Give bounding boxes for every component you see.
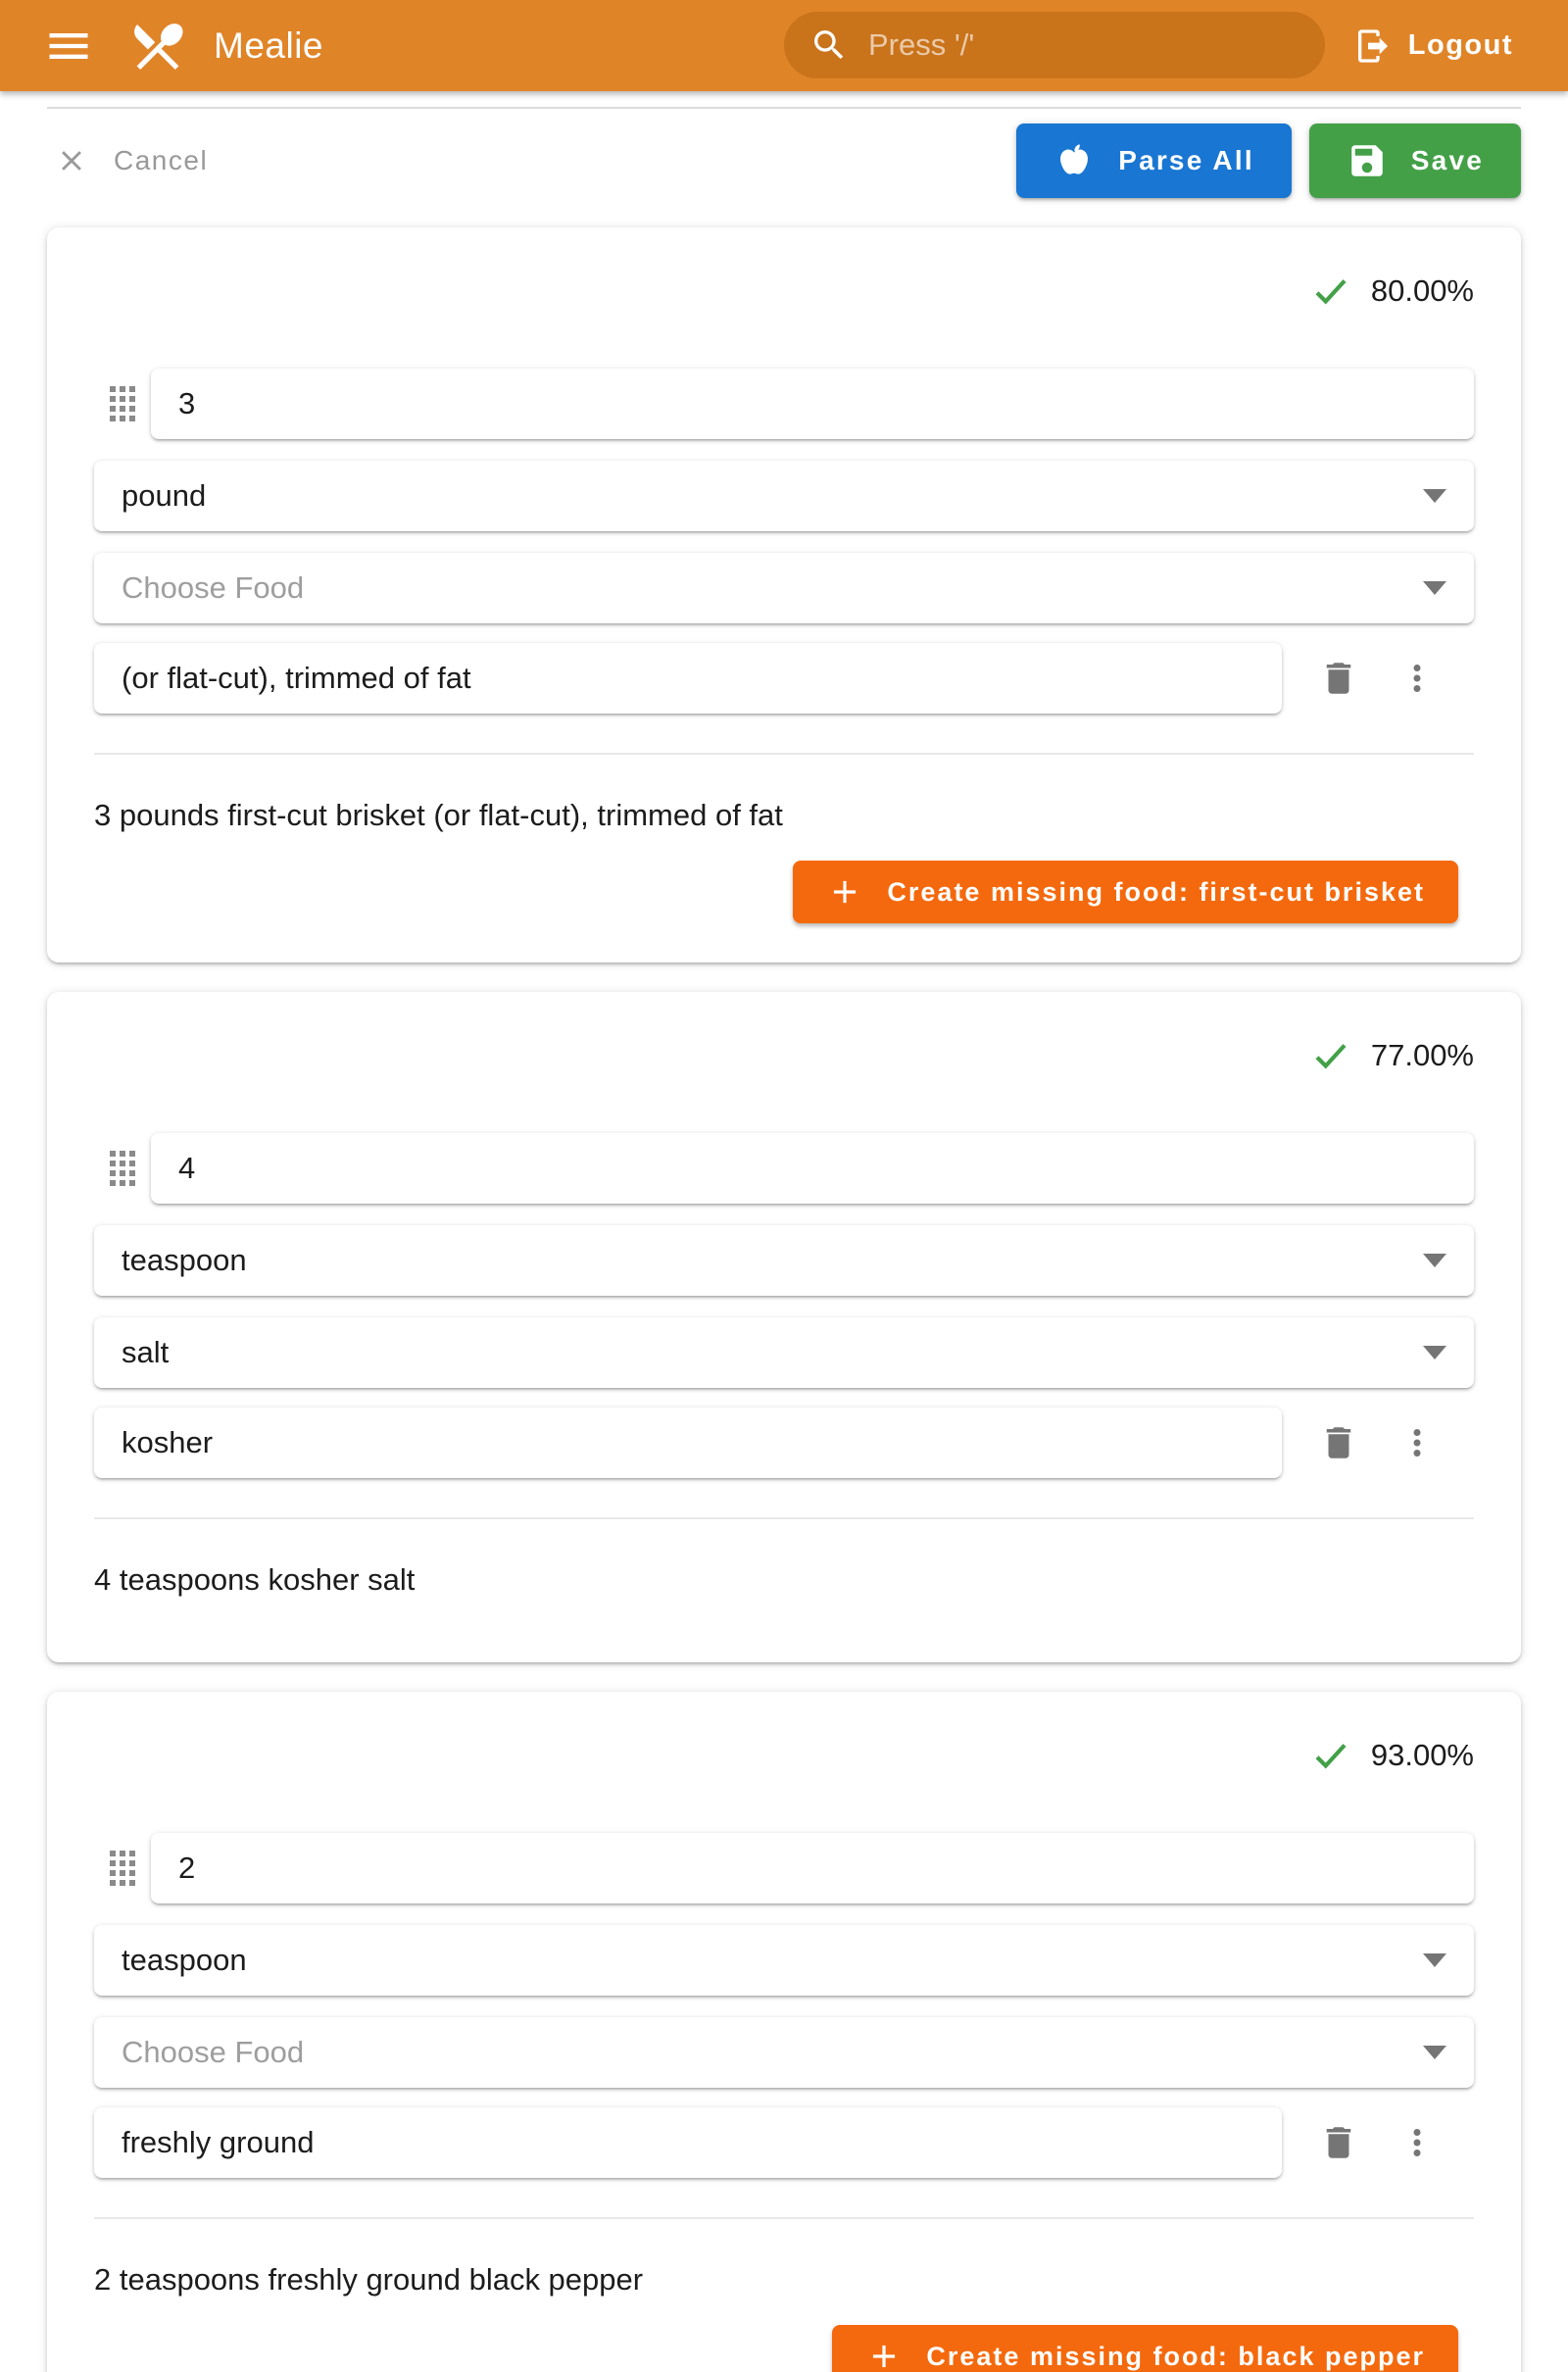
save-label: Save	[1410, 145, 1484, 175]
check-icon	[1310, 271, 1351, 312]
search-icon	[809, 25, 849, 65]
app-title: Mealie	[214, 25, 323, 66]
logout-icon	[1353, 26, 1393, 66]
create-missing-food-label: Create missing food: black pepper	[926, 2341, 1425, 2371]
note-actions	[1282, 658, 1474, 699]
quantity-value: 2	[178, 1851, 196, 1885]
check-icon	[1310, 1735, 1351, 1776]
unit-select[interactable]	[94, 461, 1474, 531]
kebab-menu-icon	[1396, 2122, 1438, 2163]
more-options-button[interactable]	[1396, 1422, 1438, 1463]
silverware-icon	[127, 16, 188, 76]
create-missing-food-row	[94, 2325, 1474, 2372]
unit-value: teaspoon	[122, 1243, 247, 1277]
more-options-button[interactable]	[1396, 658, 1438, 699]
menu-button[interactable]	[43, 21, 94, 72]
food-placeholder: Choose Food	[122, 570, 305, 605]
unit-select[interactable]	[94, 1225, 1474, 1296]
ingredient-card	[47, 1692, 1521, 2372]
note-row	[94, 643, 1474, 714]
delete-button[interactable]	[1318, 658, 1359, 699]
kebab-menu-icon	[1396, 1422, 1438, 1463]
create-missing-food-row	[94, 861, 1474, 923]
original-ingredient-text: 3 pounds first-cut brisket (or flat-cut), trimmed of fat	[94, 798, 783, 832]
drag-dots-icon	[110, 1851, 135, 1886]
original-ingredient-text: 4 teaspoons kosher salt	[94, 1562, 416, 1597]
food-select[interactable]	[94, 2017, 1474, 2088]
plus-icon	[826, 873, 863, 911]
delete-button[interactable]	[1318, 1422, 1359, 1463]
ingredient-card	[47, 227, 1521, 963]
food-value: salt	[122, 1335, 170, 1369]
chevron-down-icon	[1423, 2046, 1446, 2059]
confidence-value: 77.00%	[1370, 1038, 1474, 1072]
chevron-down-icon	[1423, 1254, 1446, 1267]
cancel-label: Cancel	[114, 145, 209, 175]
card-divider	[94, 2217, 1474, 2219]
action-toolbar	[47, 124, 1521, 198]
main-content	[0, 107, 1568, 2372]
app-bar	[0, 0, 1568, 91]
quantity-input[interactable]	[151, 1133, 1474, 1204]
quantity-value: 3	[178, 386, 196, 420]
note-actions	[1282, 1422, 1474, 1463]
drag-handle[interactable]	[94, 1851, 151, 1886]
confidence-row	[94, 1733, 1474, 1778]
trash-icon	[1318, 658, 1359, 699]
note-input[interactable]	[94, 643, 1282, 714]
logout-label: Logout	[1407, 29, 1513, 61]
note-row	[94, 1408, 1474, 1478]
drag-handle[interactable]	[94, 1151, 151, 1186]
parse-all-label: Parse All	[1118, 145, 1254, 175]
trash-icon	[1318, 2122, 1359, 2163]
check-icon	[1310, 1035, 1351, 1076]
save-button[interactable]	[1309, 124, 1521, 198]
note-input[interactable]	[94, 2107, 1282, 2178]
chevron-down-icon	[1423, 489, 1446, 503]
food-select[interactable]	[94, 553, 1474, 623]
unit-select[interactable]	[94, 1925, 1474, 1996]
plus-icon	[865, 2338, 903, 2372]
food-placeholder: Choose Food	[122, 2035, 305, 2069]
note-actions	[1282, 2122, 1474, 2163]
chevron-down-icon	[1423, 1953, 1446, 1967]
card-divider	[94, 753, 1474, 755]
search-placeholder: Press '/'	[868, 27, 975, 62]
quantity-input[interactable]	[151, 1833, 1474, 1903]
drag-dots-icon	[110, 1151, 135, 1186]
create-missing-food-button[interactable]	[793, 861, 1458, 923]
quantity-row	[94, 1833, 1474, 1903]
hamburger-icon	[43, 21, 94, 72]
confidence-value: 80.00%	[1370, 273, 1474, 308]
search-input[interactable]	[784, 12, 1325, 78]
chevron-down-icon	[1423, 581, 1446, 595]
drag-dots-icon	[110, 386, 135, 421]
delete-button[interactable]	[1318, 2122, 1359, 2163]
more-options-button[interactable]	[1396, 2122, 1438, 2163]
save-icon	[1347, 140, 1388, 181]
confidence-value: 93.00%	[1370, 1738, 1474, 1772]
cancel-button[interactable]	[47, 144, 216, 177]
original-ingredient-text: 2 teaspoons freshly ground black pepper	[94, 2262, 644, 2297]
chevron-down-icon	[1423, 1346, 1446, 1359]
quantity-input[interactable]	[151, 369, 1474, 439]
unit-value: pound	[122, 478, 207, 513]
ingredient-card	[47, 992, 1521, 1662]
note-input[interactable]	[94, 1408, 1282, 1478]
close-icon	[55, 144, 88, 177]
trash-icon	[1318, 1422, 1359, 1463]
food-select[interactable]	[94, 1317, 1474, 1388]
note-value: freshly ground	[122, 2125, 315, 2159]
confidence-row	[94, 269, 1474, 314]
top-divider	[47, 107, 1521, 109]
note-row	[94, 2107, 1474, 2178]
parse-all-button[interactable]	[1016, 124, 1292, 198]
create-missing-food-button[interactable]	[832, 2325, 1458, 2372]
drag-handle[interactable]	[94, 386, 151, 421]
quantity-row	[94, 369, 1474, 439]
apple-icon	[1054, 140, 1095, 181]
quantity-row	[94, 1133, 1474, 1204]
quantity-value: 4	[178, 1151, 196, 1185]
logout-button[interactable]	[1348, 0, 1519, 91]
unit-value: teaspoon	[122, 1943, 247, 1977]
mealie-logo[interactable]	[127, 16, 188, 76]
create-missing-food-label: Create missing food: first-cut brisket	[887, 876, 1425, 907]
note-value: (or flat-cut), trimmed of fat	[122, 661, 471, 695]
confidence-row	[94, 1033, 1474, 1078]
kebab-menu-icon	[1396, 658, 1438, 699]
note-value: kosher	[122, 1425, 214, 1459]
card-divider	[94, 1517, 1474, 1519]
